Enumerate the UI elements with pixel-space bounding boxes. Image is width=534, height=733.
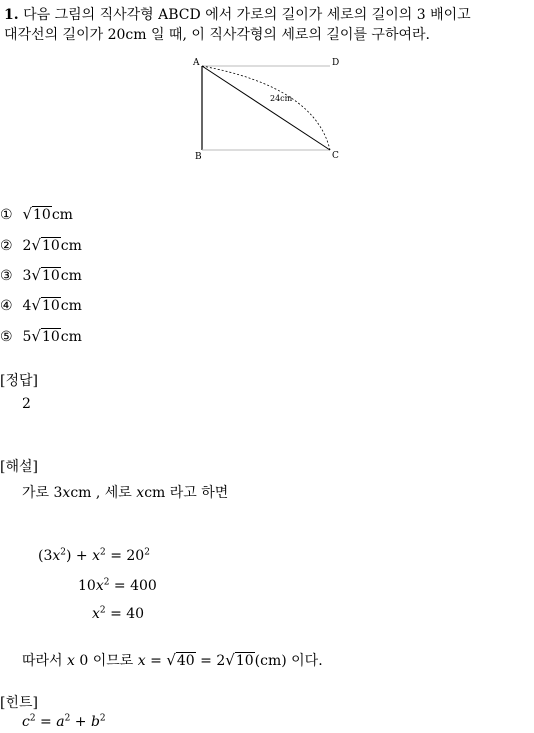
rectangle-figure	[190, 52, 350, 164]
explanation-intro: 가로 3xcm , 세로 xcm 라고 하면	[22, 485, 229, 501]
choice-3[interactable]	[0, 266, 82, 284]
hint-formula: $c^2 = a^2 + b^2$	[22, 713, 106, 730]
choice-mark: ②	[0, 238, 13, 254]
question-text-2: 대각선의 길이가 20cm 일 때, 이 직사각형의 세로의 길이를 구하여라.	[4, 27, 430, 43]
question-line-1	[4, 4, 471, 24]
choice-4[interactable]	[0, 296, 82, 314]
sqrt-radical: √10	[225, 651, 254, 669]
choice-coef: 3	[22, 268, 32, 284]
choice-unit: cm	[60, 329, 82, 345]
equation-3: $x^2 = 40$	[92, 605, 145, 622]
sqrt-radical: √10	[31, 266, 60, 284]
choice-2[interactable]	[0, 236, 82, 254]
sqrt-radical: √10	[31, 327, 60, 345]
question-text-1: 다음 그림의 직사각형 ABCD 에서 가로의 길이가 세로의 길이의 3 배이고	[23, 7, 471, 23]
choice-unit: cm	[60, 238, 82, 254]
choice-mark: ①	[0, 207, 13, 223]
choice-unit: cm	[60, 268, 82, 284]
question-line-2	[4, 24, 430, 44]
sqrt-radical: √10	[31, 236, 60, 254]
label-a: A	[193, 58, 200, 68]
choice-coef: 2	[22, 238, 32, 254]
diagonal-label: 24cm	[270, 94, 293, 103]
label-d: D	[332, 58, 340, 68]
explanation-conclusion: 따라서 x 0 이므로 x = √40 = 2√10(cm) 이다.	[22, 651, 323, 669]
diagonal-ac	[202, 66, 330, 150]
choice-5[interactable]	[0, 327, 82, 345]
choice-unit: cm	[60, 298, 82, 314]
choice-1[interactable]	[0, 205, 73, 223]
choice-mark: ④	[0, 298, 13, 314]
choice-unit: cm	[51, 207, 73, 223]
label-c: C	[332, 151, 339, 161]
equation-2: $10x^2 = 400$	[78, 577, 157, 594]
sqrt-radical: √10	[22, 205, 51, 223]
choice-coef: 5	[22, 329, 32, 345]
choice-mark: ⑤	[0, 329, 13, 345]
hint-label: [힌트]	[0, 695, 38, 711]
question-number: 1.	[4, 7, 19, 23]
choice-coef: 4	[22, 298, 32, 314]
answer-value: 2	[22, 396, 31, 412]
sqrt-radical: √10	[31, 296, 60, 314]
answer-label: [정답]	[0, 373, 38, 389]
sqrt-radical: √40	[166, 651, 195, 669]
choice-mark: ③	[0, 268, 13, 284]
equation-1: $(3x^2) + x^2 = 20^2$	[38, 547, 150, 564]
label-b: B	[195, 152, 202, 162]
explanation-label: [해설]	[0, 459, 38, 475]
